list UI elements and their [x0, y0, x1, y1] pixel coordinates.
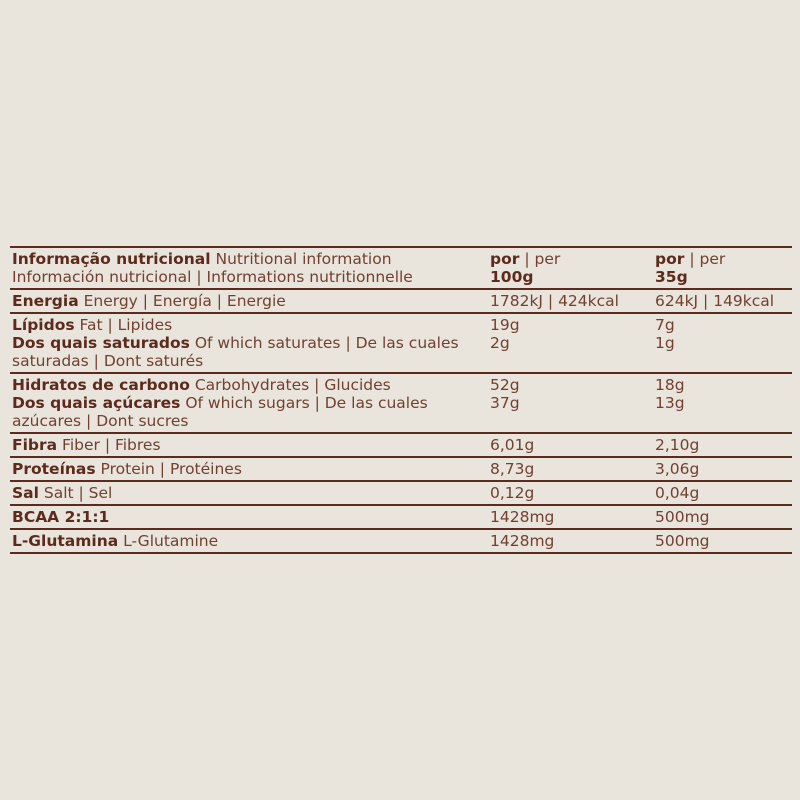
row-label: BCAA 2:1:1 — [12, 508, 110, 526]
row-label: Proteínas Protein | Protéines — [12, 460, 242, 478]
row-protein — [10, 458, 792, 482]
value-per-35g: 624kJ | 149kcal — [655, 292, 775, 310]
value-per-35g: 7g 1g — [655, 316, 675, 352]
row-energy — [10, 290, 792, 314]
value-per-100g: 6,01g — [490, 436, 535, 454]
value-per-35g: 0,04g — [655, 484, 700, 502]
row-label: Hidratos de carbono Carbohydrates | Glucides Dos quais açúcares Of which sugars | De las cuales azúcares | Dont sucres — [12, 376, 428, 430]
value-per-100g: 8,73g — [490, 460, 535, 478]
value-per-35g: 2,10g — [655, 436, 700, 454]
row-bcaa — [10, 506, 792, 530]
header-title: Informação nutricional Nutritional information — [12, 250, 392, 268]
row-carbohydrates — [10, 374, 792, 434]
row-fat — [10, 314, 792, 374]
row-label: L-Glutamina L-Glutamine — [12, 532, 219, 550]
row-label: Lípidos Fat | Lipides Dos quais saturados Of which saturates | De las cuales saturadas | Dont saturés — [12, 316, 459, 370]
value-per-35g: 3,06g — [655, 460, 700, 478]
row-l-glutamine — [10, 530, 792, 554]
value-per-35g: 18g 13g — [655, 376, 685, 412]
header-title-cell — [10, 250, 490, 286]
value-per-100g: 1428mg — [490, 508, 555, 526]
header-row — [10, 248, 792, 290]
nutrition-table — [10, 246, 792, 554]
row-label: Sal Salt | Sel — [12, 484, 113, 502]
header-subtitle: Información nutricional | Informations nutritionnelle — [12, 268, 413, 286]
value-per-100g: 52g 37g — [490, 376, 520, 412]
value-per-100g: 19g 2g — [490, 316, 520, 352]
row-label: Energia Energy | Energía | Energie — [12, 292, 286, 310]
row-fiber — [10, 434, 792, 458]
col-header-per-35g: por | per 35g — [655, 250, 726, 286]
value-per-35g: 500mg — [655, 508, 710, 526]
row-salt — [10, 482, 792, 506]
value-per-100g: 1428mg — [490, 532, 555, 550]
value-per-100g: 1782kJ | 424kcal — [490, 292, 619, 310]
row-label: Fibra Fiber | Fibres — [12, 436, 161, 454]
col-header-per-100g: por | per 100g — [490, 250, 561, 286]
value-per-100g: 0,12g — [490, 484, 535, 502]
value-per-35g: 500mg — [655, 532, 710, 550]
